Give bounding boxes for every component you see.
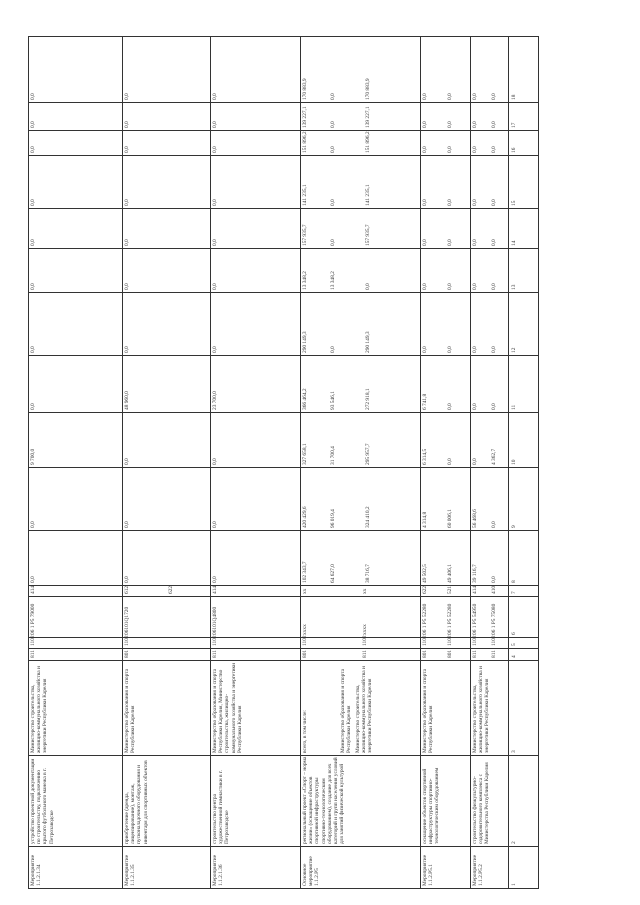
cell-c8: 0,0 bbox=[124, 576, 130, 583]
cell-c11: 6 741,8 bbox=[422, 393, 428, 410]
column-divider bbox=[28, 412, 538, 413]
cell-c7: 414 bbox=[30, 585, 36, 594]
cell-c3: Министерство образования и спорта Республики Карелия, Министерство строительства, жилищно-коммунального хозяйства и энергетики Республики Карелия bbox=[212, 662, 243, 753]
cell-c13: 0,0 bbox=[30, 283, 36, 290]
column-divider bbox=[28, 155, 538, 156]
cell-c14: 0,0 bbox=[422, 239, 428, 246]
cell-c12: 0,0 bbox=[330, 346, 336, 353]
cell-c14: 0,0 bbox=[447, 239, 453, 246]
cell-c10: 295 957,7 bbox=[365, 443, 371, 465]
cell-c7: хх bbox=[362, 588, 368, 594]
cell-c14: 0,0 bbox=[124, 239, 130, 246]
column-number: 13 bbox=[511, 284, 517, 290]
cell-c7: 521 bbox=[447, 585, 453, 594]
column-divider bbox=[28, 648, 538, 649]
cell-c16: 0,0 bbox=[422, 146, 428, 153]
cell-c16: 151 896,2 bbox=[365, 131, 371, 153]
cell-c9: 0,0 bbox=[212, 521, 218, 528]
cell-c11: 366 464,2 bbox=[302, 388, 308, 410]
cell-c15: 0,0 bbox=[330, 199, 336, 206]
cell-c12: 0,0 bbox=[30, 346, 36, 353]
cell-c12: 290 149,3 bbox=[365, 331, 371, 353]
cell-c8: 39 116,7 bbox=[472, 564, 478, 583]
cell-c16: 0,0 bbox=[491, 146, 497, 153]
cell-c6: 06 1 P5 75080 bbox=[491, 603, 497, 635]
column-divider bbox=[28, 292, 538, 293]
column-divider bbox=[28, 208, 538, 209]
cell-c3: Министерство образования и спорта Республики Карелия bbox=[124, 668, 137, 753]
cell-c18: 0,0 bbox=[124, 93, 130, 100]
cell-c1: Мероприятие 1.1.2.1.35 bbox=[124, 854, 137, 886]
column-divider bbox=[28, 530, 538, 531]
column-number: 8 bbox=[511, 580, 517, 583]
column-number: 10 bbox=[511, 459, 517, 465]
column-number: 14 bbox=[511, 240, 517, 246]
cell-c13: 0,0 bbox=[365, 283, 371, 290]
cell-c3: Министерство образования и спорта Республики Карелия bbox=[422, 668, 435, 753]
cell-c16: 0,0 bbox=[124, 146, 130, 153]
cell-c1: Мероприятие 1.1.2.Р5.2 bbox=[472, 854, 485, 886]
row-divider bbox=[420, 36, 421, 888]
cell-c8: 64 627,0 bbox=[330, 564, 336, 583]
column-number: 2 bbox=[511, 841, 517, 844]
cell-c6: хххх bbox=[362, 624, 368, 635]
cell-c16: 0,0 bbox=[447, 146, 453, 153]
cell-c5: 1102 bbox=[124, 635, 130, 646]
cell-c6: хххх bbox=[302, 624, 308, 635]
cell-c3: Министерство образования и спорта Республики Карелия bbox=[340, 668, 353, 753]
table-border-bottom bbox=[28, 888, 538, 889]
cell-c10: 0,0 bbox=[212, 458, 218, 465]
cell-c12: 0,0 bbox=[447, 346, 453, 353]
cell-c6: 06101Q1720 bbox=[124, 606, 130, 635]
column-number: 16 bbox=[511, 147, 517, 153]
column-number: 3 bbox=[511, 750, 517, 753]
cell-c14: 0,0 bbox=[212, 239, 218, 246]
row-divider bbox=[470, 36, 471, 888]
cell-c11: 48 960,0 bbox=[124, 391, 130, 410]
cell-c8: 0,0 bbox=[30, 576, 36, 583]
column-number: 9 bbox=[511, 525, 517, 528]
column-divider bbox=[28, 36, 538, 37]
column-divider bbox=[28, 248, 538, 249]
cell-c16: 0,0 bbox=[30, 146, 36, 153]
column-divider bbox=[28, 755, 538, 756]
cell-c3: всего, в том числе: bbox=[302, 710, 308, 753]
cell-c18: 0,0 bbox=[422, 93, 428, 100]
cell-c4: 811 bbox=[30, 650, 36, 658]
cell-c9: 96 019,4 bbox=[330, 509, 336, 528]
cell-c11: 0,0 bbox=[447, 403, 453, 410]
cell-c5: 1102 bbox=[302, 635, 308, 646]
table-border-left bbox=[28, 36, 29, 888]
cell-c3: Министерство строительства, жилищно-коммунального хозяйства и энергетики Республики Карелия bbox=[472, 666, 491, 753]
cell-c7: хх bbox=[302, 588, 308, 594]
cell-c2: оснащение объектов спортивной инфраструктуры спортивно-технологическим оборудованием bbox=[422, 767, 441, 844]
cell-c17: 0,0 bbox=[422, 121, 428, 128]
cell-c8: 49 406,1 bbox=[447, 564, 453, 583]
cell-c13: 0,0 bbox=[212, 283, 218, 290]
cell-c17: 0,0 bbox=[472, 121, 478, 128]
cell-c12: 0,0 bbox=[472, 346, 478, 353]
column-number: 12 bbox=[511, 347, 517, 353]
cell-c10: 31 700,4 bbox=[330, 446, 336, 465]
cell-c4: 811 bbox=[491, 650, 497, 658]
cell-c8: 49 502,5 bbox=[422, 564, 428, 583]
cell-c13: 0,0 bbox=[491, 283, 497, 290]
cell-c17: 0,0 bbox=[212, 121, 218, 128]
cell-c4: 801 bbox=[422, 649, 428, 658]
cell-c18: 0,0 bbox=[447, 93, 453, 100]
cell-c8: 0,0 bbox=[491, 576, 497, 583]
cell-c16: 0,0 bbox=[472, 146, 478, 153]
row-divider bbox=[300, 36, 301, 888]
cell-c12: 0,0 bbox=[491, 346, 497, 353]
cell-c13: 13 348,2 bbox=[302, 271, 308, 290]
cell-c7: 612 bbox=[124, 585, 130, 594]
cell-c15: 0,0 bbox=[30, 199, 36, 206]
cell-c3: Министерство строительства, жилищно-коммунального хозяйства и энергетики Республики Карелия bbox=[30, 666, 49, 753]
cell-c9: 420 429,6 bbox=[302, 506, 308, 528]
cell-c6: 06 1 P5 79000 bbox=[30, 603, 36, 635]
cell-c13: 0,0 bbox=[472, 283, 478, 290]
column-divider bbox=[28, 660, 538, 661]
cell-c1: Мероприятие 1.1.2.1.34 bbox=[30, 854, 43, 886]
cell-c5: 1102 bbox=[212, 635, 218, 646]
cell-c13: 0,0 bbox=[422, 283, 428, 290]
cell-c17: 139 227,1 bbox=[365, 106, 371, 128]
cell-c10: 0,0 bbox=[472, 458, 478, 465]
cell-c9: 4 314,8 bbox=[422, 511, 428, 528]
cell-c4: 811 bbox=[362, 650, 368, 658]
cell-c6: 06 1 P5 52280 bbox=[447, 603, 453, 635]
cell-c18: 0,0 bbox=[472, 93, 478, 100]
cell-c16: 0,0 bbox=[330, 146, 336, 153]
cell-c11: 93 546,1 bbox=[330, 391, 336, 410]
cell-c17: 0,0 bbox=[447, 121, 453, 128]
cell-c16: 151 896,2 bbox=[302, 131, 308, 153]
cell-c10: 327 658,1 bbox=[302, 443, 308, 465]
column-divider bbox=[28, 637, 538, 638]
cell-c17: 0,0 bbox=[330, 121, 336, 128]
cell-c14: 0,0 bbox=[491, 239, 497, 246]
cell-c10: 9 700,0 bbox=[30, 448, 36, 465]
cell-c14: 0,0 bbox=[30, 239, 36, 246]
cell-c15: 0,0 bbox=[212, 199, 218, 206]
cell-c13: 0,0 bbox=[447, 283, 453, 290]
cell-c13: 0,0 bbox=[124, 283, 130, 290]
cell-c9: 60 006,1 bbox=[447, 509, 453, 528]
column-number: 11 bbox=[511, 404, 517, 410]
row-divider bbox=[122, 36, 123, 888]
cell-c5: 1102 bbox=[422, 635, 428, 646]
column-number: 7 bbox=[511, 591, 517, 594]
cell-c9: 56 468,6 bbox=[472, 509, 478, 528]
column-divider bbox=[28, 130, 538, 131]
cell-c5: 1102 bbox=[491, 635, 497, 646]
cell-c1: Основное мероприятие 1.1.2.Р5 bbox=[302, 856, 321, 886]
cell-c7: 414 bbox=[212, 585, 218, 594]
cell-c14: 157 935,7 bbox=[365, 224, 371, 246]
cell-c15: 0,0 bbox=[422, 199, 428, 206]
cell-c4: 801 bbox=[447, 649, 453, 658]
cell-c4: 811 bbox=[212, 650, 218, 658]
column-divider bbox=[28, 355, 538, 356]
cell-c5: 1102 bbox=[472, 635, 478, 646]
cell-c2: региональный проект «Спорт – норма жизни» (оснащение объектов спортивной инфраструктуры спортивно-технологическим оборудованием), создание для всех категорий и групп населения условий для занятий физической культурой bbox=[302, 756, 346, 844]
cell-c12: 0,0 bbox=[124, 346, 130, 353]
cell-c10: 4 362,7 bbox=[491, 448, 497, 465]
column-number: 18 bbox=[511, 94, 517, 100]
cell-c15: 0,0 bbox=[472, 199, 478, 206]
cell-c6: 06 1 P5 54950 bbox=[472, 603, 478, 635]
cell-c1: Мероприятие 1.1.2.1.36 bbox=[212, 854, 225, 886]
cell-c15: 141 235,1 bbox=[302, 184, 308, 206]
cell-c9: 324 410,2 bbox=[365, 506, 371, 528]
cell-c11: 0,0 bbox=[491, 403, 497, 410]
cell-c18: 0,0 bbox=[491, 93, 497, 100]
cell-c6: 06 1 P5 52280 bbox=[422, 603, 428, 635]
cell-c8: 0,0 bbox=[212, 576, 218, 583]
cell-c18: 0,0 bbox=[30, 93, 36, 100]
cell-c16: 0,0 bbox=[212, 146, 218, 153]
column-divider bbox=[28, 846, 538, 847]
cell-c17: 0,0 bbox=[491, 121, 497, 128]
cell-c3: Министерство строительства, жилищно-коммунального хозяйства и энергетики Республики Карелия bbox=[355, 666, 374, 753]
cell-c2: строительство центра художественной гимнастики в г. Петрозаводске bbox=[212, 770, 231, 844]
cell-c17: 0,0 bbox=[124, 121, 130, 128]
cell-c9: 0,0 bbox=[491, 521, 497, 528]
cell-c7: 414 bbox=[472, 585, 478, 594]
column-divider bbox=[28, 596, 538, 597]
cell-c12: 0,0 bbox=[422, 346, 428, 353]
cell-c4: 801 bbox=[124, 649, 130, 658]
cell-c14: 157 935,7 bbox=[302, 224, 308, 246]
cell-c18: 170 883,9 bbox=[302, 78, 308, 100]
row-divider bbox=[508, 36, 509, 888]
column-number: 5 bbox=[511, 643, 517, 646]
cell-c15: 0,0 bbox=[491, 199, 497, 206]
cell-c6: 06101Q4800 bbox=[212, 606, 218, 635]
cell-c18: 0,0 bbox=[330, 93, 336, 100]
column-divider bbox=[28, 585, 538, 586]
cell-c2: строительство физкультурно-оздоровительного комплекса с Министерства Республики Карелия bbox=[472, 762, 491, 844]
cell-c2: приобретение (аренда, лицензирование), монтаж, пусконаладочного оборудования и инвентаря для спортивных объектов bbox=[124, 760, 149, 844]
cell-c11: 272 918,1 bbox=[365, 388, 371, 410]
cell-c13: 13 348,2 bbox=[330, 271, 336, 290]
cell-c11: 0,0 bbox=[30, 403, 36, 410]
cell-c18: 170 883,9 bbox=[365, 78, 371, 100]
column-number: 17 bbox=[511, 122, 517, 128]
cell-c11: 23 700,0 bbox=[212, 391, 218, 410]
cell-c2: устройство проектной документации по строительству, подключению крытого футбольного манежа в г. Петрозаводске bbox=[30, 758, 55, 844]
cell-c5: 1102 bbox=[30, 635, 36, 646]
column-number: 1 bbox=[511, 883, 517, 886]
cell-c4: 801 bbox=[302, 649, 308, 658]
cell-c17: 139 227,1 bbox=[302, 106, 308, 128]
cell-c9: 0,0 bbox=[30, 521, 36, 528]
column-number: 4 bbox=[511, 655, 517, 658]
cell-c10: 0,0 bbox=[124, 458, 130, 465]
cell-c15: 141 235,1 bbox=[365, 184, 371, 206]
column-number: 6 bbox=[511, 632, 517, 635]
cell-c7: 622 bbox=[422, 585, 428, 594]
cell-c11: 0,0 bbox=[472, 403, 478, 410]
cell-c7: 622 bbox=[168, 585, 174, 594]
column-divider bbox=[28, 102, 538, 103]
cell-c18: 0,0 bbox=[212, 93, 218, 100]
cell-c10: 0,0 bbox=[447, 458, 453, 465]
cell-c9: 0,0 bbox=[124, 521, 130, 528]
table-border-right bbox=[538, 36, 539, 889]
cell-c5: 1102 bbox=[447, 635, 453, 646]
cell-c12: 0,0 bbox=[212, 346, 218, 353]
cell-c1: Мероприятие 1.1.2.Р5.1 bbox=[422, 854, 435, 886]
cell-c12: 290 149,3 bbox=[302, 331, 308, 353]
cell-c8: 38 716,7 bbox=[365, 564, 371, 583]
cell-c15: 0,0 bbox=[124, 199, 130, 206]
cell-c14: 0,0 bbox=[330, 239, 336, 246]
cell-c10: 6 314,5 bbox=[422, 448, 428, 465]
cell-c8: 102 343,7 bbox=[302, 561, 308, 583]
cell-c5: 1102 bbox=[362, 635, 368, 646]
column-number: 15 bbox=[511, 200, 517, 206]
row-divider bbox=[210, 36, 211, 888]
cell-c17: 0,0 bbox=[30, 121, 36, 128]
cell-c4: 811 bbox=[472, 650, 478, 658]
cell-c14: 0,0 bbox=[472, 239, 478, 246]
column-divider bbox=[28, 467, 538, 468]
cell-c7: 410 bbox=[491, 585, 497, 594]
cell-c15: 0,0 bbox=[447, 199, 453, 206]
